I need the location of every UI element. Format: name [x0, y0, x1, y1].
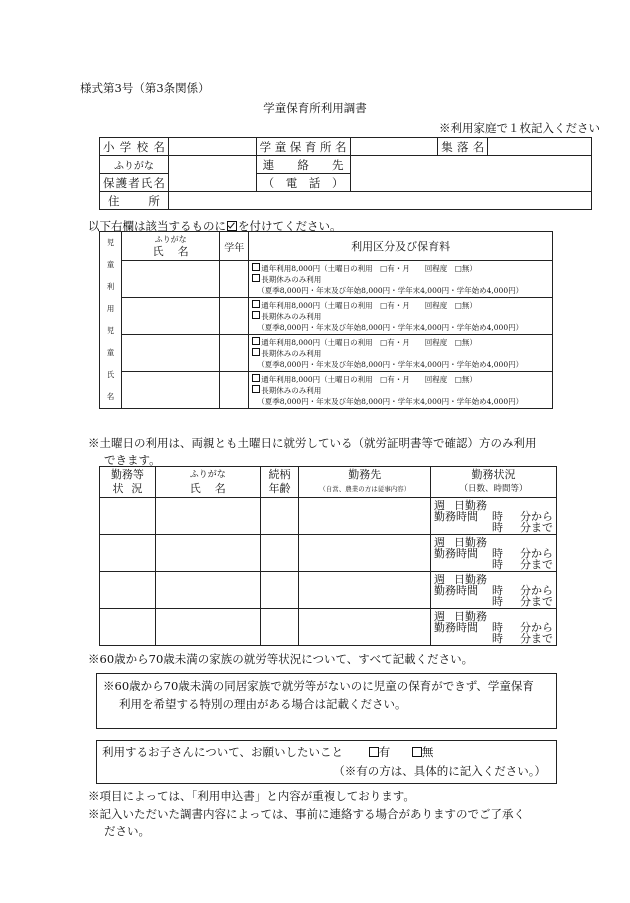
worker-name-field[interactable] [155, 572, 260, 609]
work-status-table [99, 466, 557, 646]
hours-label: 勤務時間 [433, 546, 478, 560]
status-field[interactable] [100, 572, 156, 609]
relation-header-2: 年齢 [268, 482, 291, 495]
time-label: 時 [491, 631, 503, 645]
side-char: 名 [106, 392, 115, 401]
workplace-field[interactable] [299, 572, 431, 609]
option-long: 長期休みのみ利用 [261, 348, 322, 358]
condition-header-1: 勤務状況 [471, 468, 516, 481]
footnote-2: ※記入いただいた調書内容によっては、事前に連絡する場合がありますのでご了承く [88, 807, 525, 821]
days-label: 日勤務 [453, 572, 487, 586]
child-name-field[interactable] [121, 372, 219, 409]
address-label: 住所 [100, 192, 169, 210]
relation-field[interactable] [260, 572, 299, 609]
furigana-header: ふりがな [154, 235, 187, 244]
from-label: 分から [519, 546, 553, 560]
request-box[interactable] [96, 740, 557, 784]
work-condition-cell [430, 572, 556, 609]
option-regular: 通年利用8,000円（土曜日の利用 □有・月 回程度 □無） [261, 300, 477, 310]
child-grade-field[interactable] [220, 335, 249, 372]
worker-name-field[interactable] [155, 498, 260, 535]
side-char: 童 [106, 260, 115, 269]
side-char: 氏 [106, 370, 115, 379]
status-header [100, 467, 156, 498]
family-note: ※利用家庭で１枚記入ください [439, 121, 600, 135]
option-regular: 通年利用8,000円（土曜日の利用 □有・月 回程度 □無） [261, 337, 477, 347]
days-label: 日勤務 [453, 609, 487, 623]
checkbox-icon[interactable] [252, 274, 260, 282]
special-reason-line2: 利用を希望する特別の理由がある場合は記載ください。 [119, 697, 407, 711]
child-name-header [121, 232, 219, 261]
option-long: 長期休みのみ利用 [261, 274, 322, 284]
children-table [99, 231, 553, 409]
to-label: 分まで [519, 594, 553, 608]
relation-header-1: 続柄 [268, 468, 291, 481]
children-side-label [100, 232, 122, 409]
checkmark-icon [227, 221, 237, 231]
request-label: 利用するお子さんについて、お願いしたいこと [102, 745, 344, 759]
from-label: 分から [519, 620, 553, 634]
workplace-field[interactable] [299, 609, 431, 646]
saturday-note-line2: できます。 [104, 453, 161, 467]
grade-header: 学年 [220, 232, 249, 261]
hours-label: 勤務時間 [433, 509, 478, 523]
worker-name-field[interactable] [155, 535, 260, 572]
to-label: 分まで [519, 520, 553, 534]
workplace-header-1: 勤務先 [348, 468, 382, 481]
request-note: （※有の方は、具体的に記入ください。） [333, 764, 546, 778]
guardian-name-field[interactable] [168, 156, 256, 192]
relation-field[interactable] [260, 498, 299, 535]
condition-header [430, 467, 556, 498]
footnote-3: ださい。 [104, 824, 150, 838]
relation-field[interactable] [260, 535, 299, 572]
contact-field[interactable] [350, 156, 591, 192]
contact-label: 連絡先 [256, 156, 350, 174]
checkbox-icon[interactable] [252, 385, 260, 393]
instruction-after: を付けてください。 [238, 219, 342, 233]
special-reason-line1: ※60歳から70歳未満の同居家族で就労等がないのに児童の保育ができず、学童保育 [103, 679, 534, 693]
no-label: 無 [421, 745, 434, 759]
week-label: 週 [433, 572, 445, 586]
time-label: 時 [491, 520, 503, 534]
from-label: 分から [519, 509, 553, 523]
district-field[interactable] [488, 138, 592, 156]
guardian-info-table [99, 137, 592, 210]
status-header-2: 状況 [112, 482, 151, 495]
status-header-1: 勤務等 [110, 468, 144, 481]
school-name-field[interactable] [168, 138, 256, 156]
time-label: 時 [491, 557, 503, 571]
form-number: 様式第3号（第3条関係） [80, 81, 210, 95]
option-regular: 通年利用8,000円（土曜日の利用 □有・月 回程度 □無） [261, 374, 477, 384]
side-char: 利 [106, 282, 115, 291]
furigana-label: ふりがな [100, 156, 169, 174]
status-field[interactable] [100, 498, 156, 535]
worker-name-field[interactable] [155, 609, 260, 646]
hours-label: 勤務時間 [433, 620, 478, 634]
option-long-detail: （夏季8,000円・年末及び年始8,000円・学年末4,000円・学年始め4,000円） [257, 322, 524, 332]
instruction-before: 以下右欄は該当するものに [88, 219, 226, 233]
workplace-field[interactable] [299, 535, 431, 572]
workplace-field[interactable] [299, 498, 431, 535]
name-header: 氏名 [189, 482, 240, 495]
workplace-header [299, 467, 431, 498]
option-long: 長期休みのみ利用 [261, 385, 322, 395]
to-label: 分まで [519, 557, 553, 571]
document-title: 学童保育所利用調書 [263, 101, 367, 115]
work-condition-cell [430, 535, 556, 572]
option-long-detail: （夏季8,000円・年末及び年始8,000円・学年末4,000円・学年始め4,000円） [257, 359, 524, 369]
name-header: 氏名 [152, 245, 203, 258]
work-condition-cell [430, 498, 556, 535]
side-char: 用 [106, 304, 115, 313]
footnote-1: ※項目によっては、「利用申込書」と内容が重複しております。 [88, 789, 415, 803]
checkbox-icon[interactable] [252, 374, 260, 382]
time-label: 時 [491, 620, 503, 634]
side-char: 児 [106, 326, 115, 335]
status-field[interactable] [100, 535, 156, 572]
school-name-label: 小学校名 [100, 138, 169, 156]
child-grade-field[interactable] [220, 298, 249, 335]
week-label: 週 [433, 498, 445, 512]
checkbox-icon[interactable] [252, 263, 260, 271]
usage-options [249, 372, 553, 409]
option-long-detail: （夏季8,000円・年末及び年始8,000円・学年末4,000円・学年始め4,000円） [257, 396, 524, 406]
special-reason-box[interactable] [96, 673, 557, 729]
week-label: 週 [433, 535, 445, 549]
days-label: 日勤務 [453, 535, 487, 549]
checkbox-icon[interactable] [252, 337, 260, 345]
time-label: 時 [491, 583, 503, 597]
age-60-note: ※60歳から70歳未満の家族の就労等状況について、すべて記載ください。 [88, 652, 474, 666]
option-long: 長期休みのみ利用 [261, 311, 322, 321]
guardian-name-label: 保護者氏名 [100, 174, 169, 192]
yes-checkbox[interactable] [369, 747, 379, 757]
time-label: 時 [491, 546, 503, 560]
time-label: 時 [491, 509, 503, 523]
days-label: 日勤務 [453, 498, 487, 512]
checkbox-icon[interactable] [252, 348, 260, 356]
usage-options [249, 298, 553, 335]
workplace-header-2: （自営、農業の方は従事内容） [319, 485, 411, 493]
address-field[interactable] [168, 192, 591, 210]
child-grade-field[interactable] [220, 261, 249, 298]
work-condition-cell [430, 609, 556, 646]
child-grade-field[interactable] [220, 372, 249, 409]
usage-options [249, 261, 553, 298]
child-name-field[interactable] [121, 298, 219, 335]
relation-field[interactable] [260, 609, 299, 646]
facility-name-field[interactable] [350, 138, 438, 156]
yes-label: 有 [378, 745, 391, 759]
side-char: 童 [106, 348, 115, 357]
time-label: 時 [491, 594, 503, 608]
relation-header [260, 467, 299, 498]
status-field[interactable] [100, 609, 156, 646]
furigana-header: ふりがな [189, 470, 226, 480]
child-name-field[interactable] [121, 261, 219, 298]
usage-header: 利用区分及び保育料 [249, 232, 553, 261]
saturday-note-line1: ※土曜日の利用は、両親とも土曜日に就労している（就労証明書等で確認）方のみ利用 [88, 436, 537, 450]
hours-label: 勤務時間 [433, 583, 478, 597]
district-label: 集落名 [438, 138, 488, 156]
to-label: 分まで [519, 631, 553, 645]
phone-label: （電話） [256, 174, 350, 192]
checkbox-icon[interactable] [252, 311, 260, 319]
option-regular: 通年利用8,000円（土曜日の利用 □有・月 回程度 □無） [261, 263, 477, 273]
side-char: 児 [106, 238, 115, 247]
usage-options [249, 335, 553, 372]
from-label: 分から [519, 583, 553, 597]
child-name-field[interactable] [121, 335, 219, 372]
checkbox-icon[interactable] [252, 300, 260, 308]
no-checkbox[interactable] [412, 747, 422, 757]
option-long-detail: （夏季8,000円・年末及び年始8,000円・学年末4,000円・学年始め4,000円） [257, 285, 524, 295]
facility-name-label: 学童保育所名 [256, 138, 350, 156]
worker-name-header [155, 467, 260, 498]
week-label: 週 [433, 609, 445, 623]
condition-header-2: （日数、時間等） [459, 484, 528, 494]
